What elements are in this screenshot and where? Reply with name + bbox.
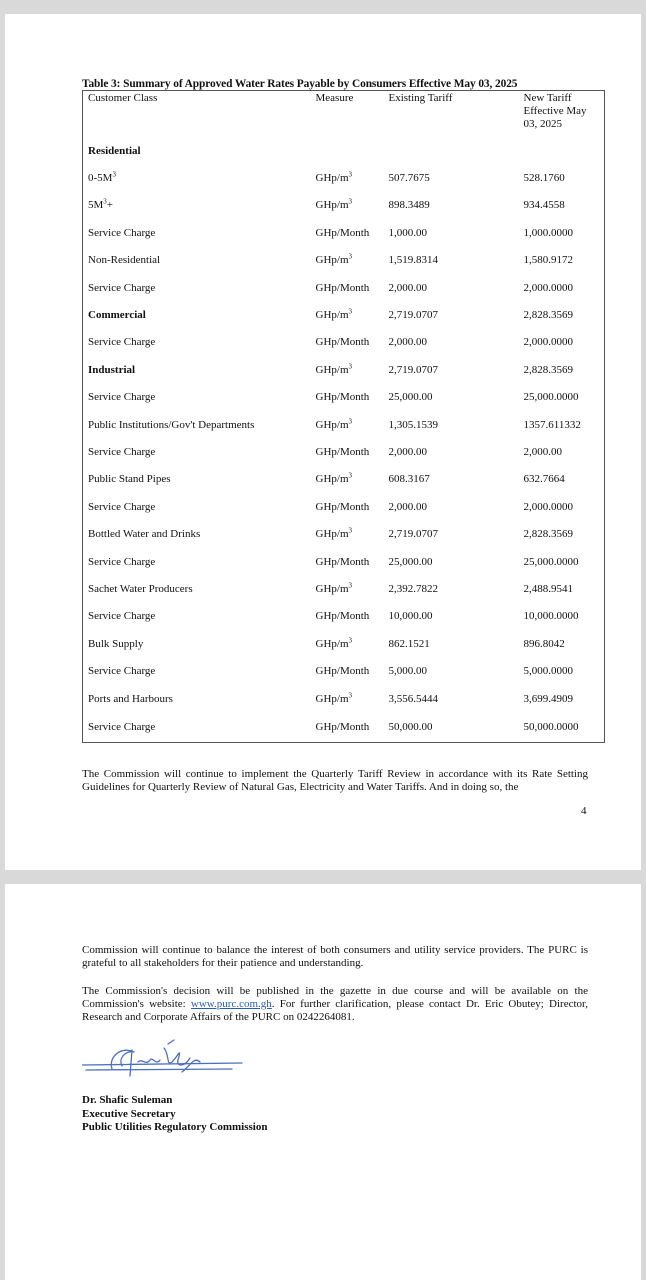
customer-class-cell: Service Charge [88, 555, 156, 568]
existing-tariff-cell: 2,000.00 [388, 281, 427, 294]
new-tariff-cell: 2,488.9541 [523, 582, 573, 595]
table-row [83, 493, 605, 520]
section-label: Residential [88, 144, 141, 157]
new-tariff-cell: 50,000.0000 [523, 721, 579, 734]
new-tariff-cell: 5,000.0000 [523, 665, 573, 678]
table-header-row [83, 91, 605, 138]
customer-class-cell: Service Charge [88, 610, 156, 623]
table-row [83, 274, 605, 301]
customer-class-cell: Service Charge [88, 665, 156, 678]
existing-tariff-cell: 2,719.0707 [388, 309, 438, 322]
section-row-residential [83, 137, 605, 164]
measure-cell: GHp/$m^3$ [315, 170, 352, 185]
measure-cell: GHp/Month [315, 336, 370, 349]
new-tariff-cell: 25,000.0000 [523, 391, 579, 404]
customer-class-cell: Service Charge [88, 336, 156, 349]
table-row [83, 466, 605, 493]
table-row [83, 219, 605, 246]
new-tariff-cell: 632.7664 [523, 473, 565, 486]
table-row [83, 192, 605, 219]
measure-cell: GHp/$m^3$ [315, 471, 352, 486]
signatory-title: Executive Secretary [82, 1107, 176, 1120]
existing-tariff-cell: 5,000.00 [388, 665, 427, 678]
existing-tariff-cell: 1,000.00 [388, 226, 427, 239]
new-tariff-cell: 896.8042 [523, 637, 565, 650]
table-row [83, 657, 605, 684]
page-number: 4 [581, 805, 587, 817]
customer-class-cell: Public Stand Pipes [88, 473, 171, 486]
table-row [83, 329, 605, 356]
table-caption: Table 3: Summary of Approved Water Rates Payable by Consumers Effective May 03, 2025 [82, 78, 518, 90]
customer-class-cell: Service Charge [88, 445, 156, 458]
new-tariff-cell: 2,000.0000 [523, 281, 573, 294]
customer-class-cell: Service Charge [88, 391, 156, 404]
table-row [83, 247, 605, 274]
customer-class-cell: Public Institutions/Gov't Departments [88, 418, 255, 431]
customer-class-cell: Ports and Harbours [88, 692, 173, 705]
measure-cell: GHp/$m^3$ [315, 526, 352, 541]
table-row [83, 411, 605, 438]
existing-tariff-cell: 2,719.0707 [388, 363, 438, 376]
header-customer-class: Customer Class [88, 92, 158, 104]
customer-class-cell: Service Charge [88, 226, 156, 239]
measure-cell: GHp/Month [315, 555, 370, 568]
existing-tariff-cell: 1,305.1539 [388, 418, 438, 431]
table-row [83, 685, 605, 712]
existing-tariff-cell: 10,000.00 [388, 610, 433, 623]
existing-tariff-cell: 507.7675 [388, 172, 430, 185]
existing-tariff-cell: 25,000.00 [388, 391, 433, 404]
measure-cell: GHp/Month [315, 226, 370, 239]
header-measure: Measure [315, 92, 354, 104]
new-tariff-cell: 1,580.9172 [523, 254, 573, 267]
new-tariff-cell: 934.4558 [523, 199, 565, 212]
new-tariff-cell: 10,000.0000 [523, 610, 579, 623]
measure-cell: GHp/Month [315, 391, 370, 404]
existing-tariff-cell: 2,719.0707 [388, 528, 438, 541]
measure-cell: GHp/Month [315, 610, 370, 623]
existing-tariff-cell: 2,000.00 [388, 500, 427, 513]
table-row [83, 384, 605, 411]
new-tariff-cell: 1357.611332 [523, 418, 581, 431]
customer-class-cell: Service Charge [88, 721, 156, 734]
table-row [83, 548, 605, 575]
table-row [83, 356, 605, 383]
existing-tariff-cell: 2,000.00 [388, 336, 427, 349]
existing-tariff-cell: 1,519.8314 [388, 254, 438, 267]
existing-tariff-cell: 898.3489 [388, 199, 430, 212]
measure-cell: GHp/$m^3$ [315, 362, 352, 376]
table-row [83, 712, 605, 743]
table-row [83, 603, 605, 630]
existing-tariff-cell: 862.1521 [388, 637, 430, 650]
existing-tariff-cell: 50,000.00 [388, 721, 433, 734]
customer-class-cell: Service Charge [88, 500, 156, 513]
table-row [83, 438, 605, 465]
customer-class-cell: Service Charge [88, 281, 156, 294]
measure-cell: GHp/Month [315, 721, 370, 734]
new-tariff-cell: 1,000.0000 [523, 226, 573, 239]
signatory-organization: Public Utilities Regulatory Commission [82, 1121, 268, 1133]
table-row [83, 630, 605, 657]
new-tariff-cell: 2,000.00 [523, 445, 562, 458]
document-page-1 [5, 14, 641, 870]
document-page-2 [5, 884, 641, 1280]
existing-tariff-cell: 2,392.7822 [388, 582, 438, 595]
existing-tariff-cell: 3,556.5444 [388, 692, 438, 705]
customer-class-cell: $5M^3+$ [88, 197, 113, 212]
table-row [83, 520, 605, 547]
new-tariff-cell: 2,828.3569 [523, 309, 573, 322]
customer-class-cell: Non-Residential [88, 254, 161, 267]
new-tariff-cell: 2,000.0000 [523, 500, 573, 513]
measure-cell: GHp/$m^3$ [315, 197, 352, 212]
signature-block [82, 1094, 267, 1135]
existing-tariff-cell: 2,000.00 [388, 445, 427, 458]
publication-paragraph: The Commission's decision will be published in the gazette in due course and will be available on the Commission's website: www.purc.com.gh. For further clarification, please contact Dr. Eric Obutey; Director, Research and Corporate Affairs of the PURC on 0242264081. [82, 985, 588, 1023]
table-row [83, 575, 605, 602]
header-existing-tariff: Existing Tariff [388, 92, 453, 104]
customer-class-cell: Bottled Water and Drinks [88, 528, 201, 541]
closing-paragraph-part1: The Commission will continue to implement the Quarterly Tariff Review in accordance with its Rate Setting Guidelines for Quarterly Review of Natural Gas, Electricity and Water Tariffs. And in doing so, the [82, 768, 588, 793]
new-tariff-cell: 528.1760 [523, 172, 565, 185]
table-row [83, 164, 605, 191]
measure-cell: GHp/Month [315, 665, 370, 678]
new-tariff-cell: 3,699.4909 [523, 692, 573, 705]
measure-cell: GHp/$m^3$ [315, 636, 352, 650]
measure-cell: GHp/$m^3$ [315, 252, 352, 267]
customer-class-cell: Commercial [88, 309, 146, 322]
measure-cell: GHp/Month [315, 281, 370, 294]
signatory-name: Dr. Shafic Suleman [82, 1094, 173, 1106]
customer-class-cell: Bulk Supply [88, 637, 144, 650]
water-rates-table [82, 90, 605, 743]
table-row [83, 301, 605, 328]
measure-cell: GHp/$m^3$ [315, 416, 352, 431]
measure-cell: GHp/Month [315, 445, 370, 458]
new-tariff-cell: 2,000.0000 [523, 336, 573, 349]
header-new-tariff: New Tariff Effective May 03, 2025 [523, 92, 587, 130]
signature-image [82, 1036, 262, 1084]
measure-cell: GHp/$m^3$ [315, 307, 352, 322]
measure-cell: GHp/$m^3$ [315, 690, 352, 705]
measure-cell: GHp/$m^3$ [315, 581, 352, 595]
existing-tariff-cell: 608.3167 [388, 473, 430, 486]
closing-paragraph-part2: Commission will continue to balance the interest of both consumers and utility service providers. The PURC is grateful to all stakeholders for their patience and understanding. [82, 944, 588, 969]
new-tariff-cell: 25,000.0000 [523, 555, 579, 568]
customer-class-cell: $0-5M^3$ [88, 170, 116, 185]
website-link[interactable]: www.purc.com.gh [190, 998, 272, 1010]
new-tariff-cell: 2,828.3569 [523, 528, 573, 541]
existing-tariff-cell: 25,000.00 [388, 555, 433, 568]
customer-class-cell: Sachet Water Producers [88, 582, 193, 595]
customer-class-cell: Industrial [88, 363, 136, 376]
measure-cell: GHp/Month [315, 500, 370, 513]
new-tariff-cell: 2,828.3569 [523, 363, 573, 376]
